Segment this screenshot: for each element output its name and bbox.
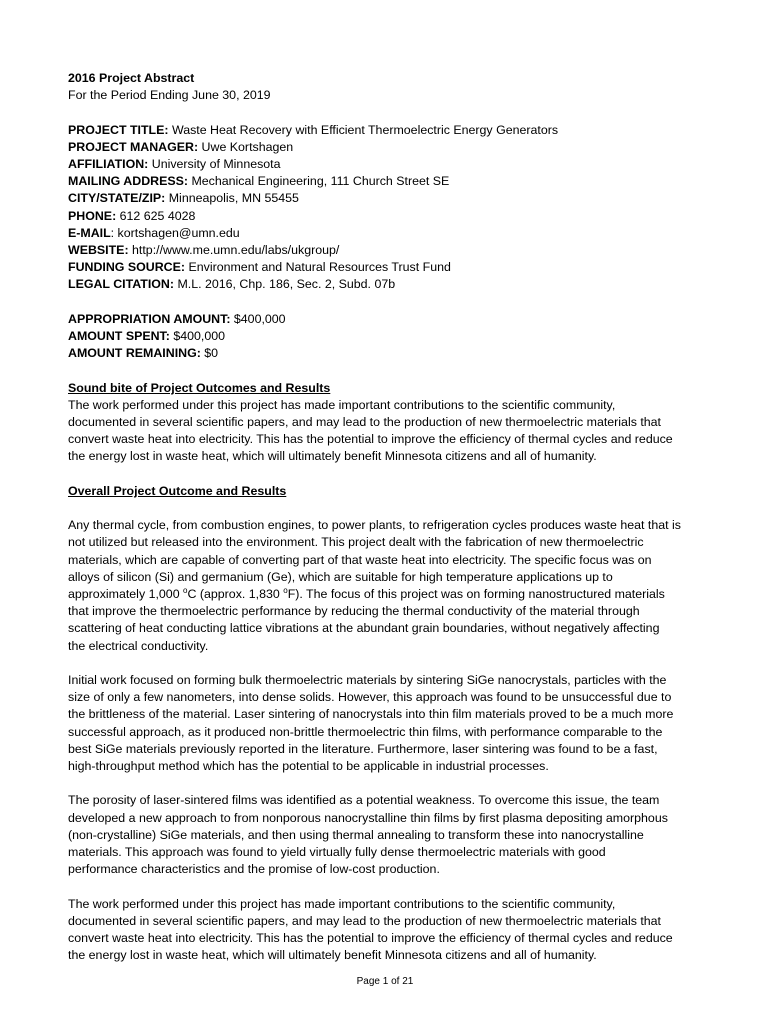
text-line: scattering of heat conducting lattice vibrations at the abundant grain boundaries, without negatively affecting bbox=[68, 621, 660, 636]
field-website bbox=[68, 242, 708, 259]
field-project-manager bbox=[68, 139, 708, 156]
field-funding-source bbox=[68, 259, 708, 276]
field-label: AFFILIATION: bbox=[68, 157, 149, 171]
text-fragment: approximately 1,000 bbox=[68, 587, 184, 602]
overall-heading: Overall Project Outcome and Results bbox=[68, 483, 287, 498]
spacer bbox=[68, 362, 708, 379]
sound-bite-heading: Sound bite of Project Outcomes and Results bbox=[68, 380, 331, 395]
amount-label: AMOUNT REMAINING: bbox=[68, 346, 201, 361]
spacer bbox=[68, 500, 708, 517]
field-phone bbox=[68, 208, 708, 225]
text-line: not utilized but released into the environment. This project dealt with the fabrication of new thermoelectric bbox=[68, 535, 644, 550]
field-value: University of Minnesota bbox=[148, 157, 281, 171]
amount-value: $400,000 bbox=[169, 329, 226, 344]
spacer bbox=[68, 878, 708, 895]
amount-spent bbox=[68, 328, 708, 345]
text-line: successful approach, as it produced non-brittle thermoelectric thin films, with performance comparable to the bbox=[68, 724, 663, 739]
text-line: developed a new approach to from nonporous nanocrystalline thin films by first plasma depositing amorphous bbox=[68, 810, 668, 825]
document-body bbox=[68, 70, 708, 964]
abstract-title: 2016 Project Abstract bbox=[68, 71, 195, 85]
appropriation-amount bbox=[68, 311, 708, 328]
field-value: Uwe Kortshagen bbox=[198, 139, 294, 154]
spacer bbox=[68, 294, 708, 311]
text-line: The work performed under this project has made important contributions to the scientific community, bbox=[68, 397, 616, 412]
text-line: materials. This approach was found to yield virtually fully dense thermoelectric materials with good bbox=[68, 845, 606, 860]
spacer bbox=[68, 466, 708, 483]
field-mailing-address bbox=[68, 173, 708, 190]
text-fragment: C (approx. 1,830 bbox=[187, 587, 284, 602]
field-value: Minneapolis, MN 55455 bbox=[165, 191, 299, 206]
text-line: documented in several scientific papers, and may lead to the production of new thermoelectric materials that bbox=[68, 415, 661, 430]
spacer bbox=[68, 655, 708, 672]
text-line: convert waste heat into electricity. This has the potential to improve the efficiency of thermal cycles and reduce bbox=[68, 931, 673, 946]
overall-paragraph-4 bbox=[68, 896, 708, 965]
spacer bbox=[68, 775, 708, 792]
reporting-period: For the Period Ending June 30, 2019 bbox=[68, 88, 271, 103]
field-value: 612 625 4028 bbox=[116, 208, 196, 223]
field-value: http://www.me.umn.edu/labs/ukgroup/ bbox=[128, 243, 340, 258]
amount-label: AMOUNT SPENT: bbox=[68, 329, 170, 344]
field-city-state-zip bbox=[68, 190, 708, 207]
overall-paragraph-2 bbox=[68, 672, 708, 775]
text-line: The porosity of laser-sintered films was identified as a potential weakness. To overcome this issue, the team bbox=[68, 793, 660, 808]
field-label: PROJECT TITLE: bbox=[68, 122, 169, 137]
text-line: alloys of silicon (Si) and germanium (Ge), which are suitable for high temperature applications up to bbox=[68, 569, 613, 584]
amount-value: $0 bbox=[200, 346, 219, 361]
amount-remaining bbox=[68, 345, 708, 362]
text-line: The work performed under this project has made important contributions to the scientific community, bbox=[68, 896, 616, 911]
field-legal-citation bbox=[68, 276, 708, 293]
text-line: Initial work focused on forming bulk thermoelectric materials by sintering SiGe nanocrystals, particles with the bbox=[68, 673, 667, 688]
text-line: Any thermal cycle, from combustion engines, to power plants, to refrigeration cycles produces waste heat that is bbox=[68, 518, 681, 533]
degree-superscript: o bbox=[183, 585, 188, 595]
spacer bbox=[68, 104, 708, 121]
field-value: : kortshagen@umn.edu bbox=[110, 225, 240, 240]
field-label: PHONE: bbox=[68, 208, 117, 223]
field-label: MAILING ADDRESS: bbox=[68, 174, 189, 189]
field-label: CITY/STATE/ZIP: bbox=[68, 191, 166, 206]
field-affiliation bbox=[68, 156, 708, 173]
text-line: that improve the thermoelectric performance by reducing the thermal conductivity of the material through bbox=[68, 604, 640, 619]
text-line: materials, which are capable of converting part of that waste heat into electricity. The specific focus was on bbox=[68, 552, 652, 567]
field-value: Environment and Natural Resources Trust Fund bbox=[185, 260, 451, 275]
text-line: high-throughput method which has the potential to be applicable in industrial processes. bbox=[68, 759, 549, 774]
text-line: the energy lost in waste heat, which will ultimately benefit Minnesota citizens and all of humanity. bbox=[68, 948, 597, 963]
field-label: PROJECT MANAGER: bbox=[68, 139, 199, 154]
field-email bbox=[68, 225, 708, 242]
degree-superscript: o bbox=[283, 585, 288, 595]
text-line: performance characteristics and the promise of low-cost production. bbox=[68, 862, 440, 877]
text-line: the electrical conductivity. bbox=[68, 638, 209, 653]
field-label: E-MAIL bbox=[68, 225, 111, 240]
field-value: Mechanical Engineering, 111 Church Street SE bbox=[188, 174, 450, 189]
text-fragment: F). The focus of this project was on forming nanostructured materials bbox=[287, 587, 665, 602]
text-line: convert waste heat into electricity. This has the potential to improve the efficiency of thermal cycles and reduce bbox=[68, 432, 673, 447]
field-label: LEGAL CITATION: bbox=[68, 277, 174, 292]
amount-value: $400,000 bbox=[230, 311, 286, 326]
field-project-title bbox=[68, 122, 708, 139]
overall-paragraph-1 bbox=[68, 517, 708, 655]
overall-paragraph-3 bbox=[68, 792, 708, 878]
sound-bite-paragraph bbox=[68, 397, 708, 466]
text-line: (non-crystalline) SiGe materials, and then using thermal annealing to transform these into nanocrystalline bbox=[68, 827, 644, 842]
field-value: Waste Heat Recovery with Efficient Thermoelectric Energy Generators bbox=[168, 122, 559, 137]
text-line: documented in several scientific papers, and may lead to the production of new thermoelectric materials that bbox=[68, 913, 661, 928]
page-number: Page 1 of 21 bbox=[356, 976, 414, 987]
project-fields bbox=[68, 122, 708, 294]
field-value: M.L. 2016, Chp. 186, Sec. 2, Subd. 07b bbox=[174, 277, 396, 292]
text-line: best SiGe materials previously reported in the literature. Furthermore, laser sintering was found to be a fast, bbox=[68, 741, 658, 756]
text-line: the energy lost in waste heat, which will ultimately benefit Minnesota citizens and all of humanity. bbox=[68, 449, 597, 464]
field-label: WEBSITE: bbox=[68, 243, 129, 258]
field-label: FUNDING SOURCE: bbox=[68, 260, 186, 275]
amount-label: APPROPRIATION AMOUNT: bbox=[68, 311, 231, 326]
text-line: size of only a few nanometers, into dense solids. However, this approach was found to be unsuccessful due to bbox=[68, 690, 672, 705]
temperature-line bbox=[68, 586, 708, 603]
amounts bbox=[68, 311, 708, 363]
text-line: the brittleness of the material. Laser sintering of nanocrystals into thin film materials proved to be a much more bbox=[68, 707, 674, 722]
